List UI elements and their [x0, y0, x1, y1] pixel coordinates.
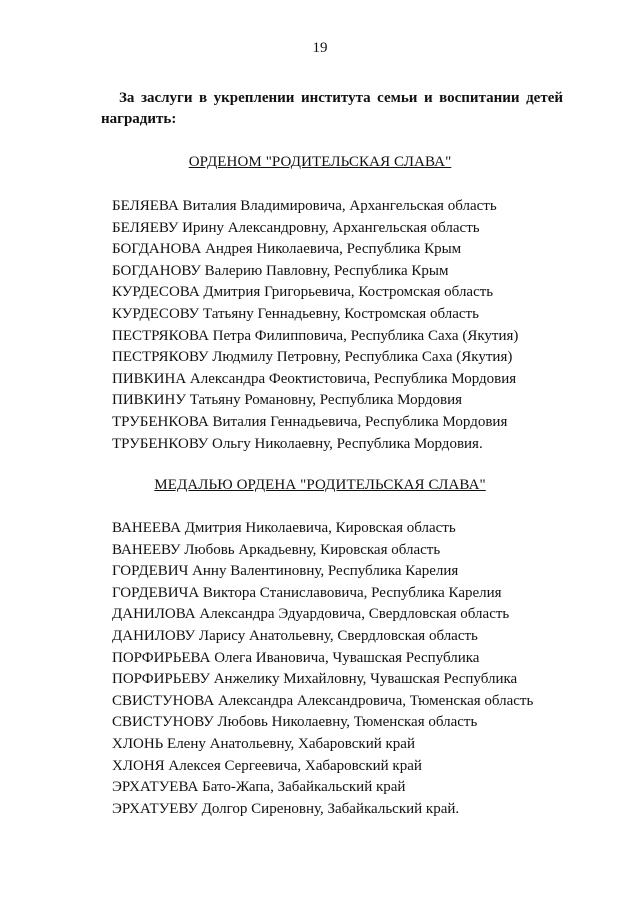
list-item: ПИВКИНА Александра Феоктистовича, Республика Мордовия: [112, 370, 517, 387]
list-item: КУРДЕСОВУ Татьяну Геннадьевну, Костромская область: [112, 305, 479, 322]
award-list-order: [112, 196, 518, 455]
list-item: ПИВКИНУ Татьяну Романовну, Республика Мордовия: [112, 392, 463, 409]
list-item: ПЕСТРЯКОВА Петра Филипповича, Республика Саха (Якутия): [112, 327, 519, 344]
page-number: 19: [312, 40, 328, 56]
list-item: ТРУБЕНКОВУ Ольгу Николаевну, Республика Мордовия.: [112, 435, 483, 452]
section-heading-medal: МЕДАЛЬЮ ОРДЕНА "РОДИТЕЛЬСКАЯ СЛАВА": [154, 477, 486, 493]
list-item: СВИСТУНОВУ Любовь Николаевну, Тюменская область: [112, 714, 478, 731]
list-item: БОГДАНОВУ Валерию Павловну, Республика Крым: [112, 262, 449, 279]
list-item: БЕЛЯЕВУ Ирину Александровну, Архангельская область: [112, 219, 480, 236]
section-heading-order: ОРДЕНОМ "РОДИТЕЛЬСКАЯ СЛАВА": [188, 154, 452, 170]
list-item: ДАНИЛОВУ Ларису Анатольевну, Свердловская область: [112, 627, 478, 644]
list-item: КУРДЕСОВА Дмитрия Григорьевича, Костромская область: [112, 284, 494, 301]
list-item: ЭРХАТУЕВА Бато-Жапа, Забайкальский край: [112, 779, 406, 796]
list-item: ГОРДЕВИЧ Анну Валентиновну, Республика Карелия: [112, 563, 459, 580]
list-item: ЭРХАТУЕВУ Долгор Сиреновну, Забайкальский край.: [112, 800, 460, 817]
list-item: ВАНЕЕВУ Любовь Аркадьевну, Кировская область: [112, 541, 441, 558]
list-item: ГОРДЕВИЧА Виктора Станиславовича, Республика Карелия: [112, 584, 502, 601]
intro-paragraph: За заслуги в укреплении института семьи и воспитании детей наградить:: [101, 90, 563, 127]
list-item: ПОРФИРЬЕВА Олега Ивановича, Чувашская Республика: [112, 649, 480, 666]
list-item: ТРУБЕНКОВА Виталия Геннадьевича, Республика Мордовия: [112, 413, 508, 430]
list-item: БОГДАНОВА Андрея Николаевича, Республика Крым: [112, 241, 462, 258]
list-item: БЕЛЯЕВА Виталия Владимировича, Архангельская область: [112, 198, 497, 214]
list-item: ДАНИЛОВА Александра Эдуардовича, Свердловская область: [112, 606, 510, 623]
list-item: ПОРФИРЬЕВУ Анжелику Михайловну, Чувашская Республика: [112, 671, 518, 688]
list-item: ХЛОНЬ Елену Анатольевну, Хабаровский край: [112, 735, 415, 752]
list-item: ХЛОНЯ Алексея Сергеевича, Хабаровский край: [112, 757, 422, 774]
award-list-medal: [112, 518, 533, 820]
list-item: ВАНЕЕВА Дмитрия Николаевича, Кировская область: [112, 520, 456, 536]
list-item: СВИСТУНОВА Александра Александровича, Тюменская область: [112, 692, 534, 709]
list-item: ПЕСТРЯКОВУ Людмилу Петровну, Республика Саха (Якутия): [112, 349, 513, 366]
